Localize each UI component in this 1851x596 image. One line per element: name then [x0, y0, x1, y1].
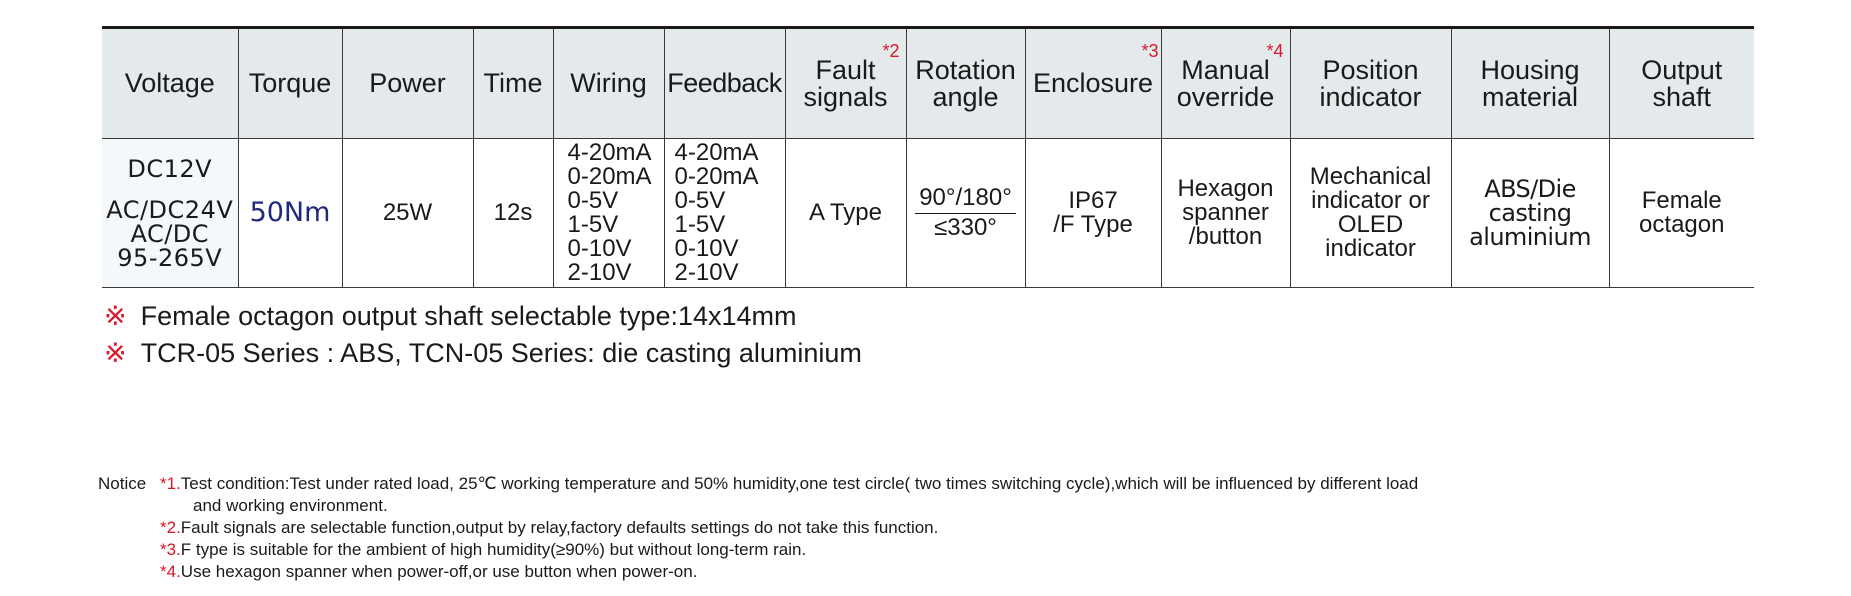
note-output-shaft: ※ Female octagon output shaft selectable type:14x14mm — [104, 301, 797, 332]
cell-voltage: DC12V AC/DC24V AC/DC 95-265V — [102, 139, 238, 288]
reference-mark-icon: ※ — [104, 301, 127, 332]
footnote-2: *2.Fault signals are selectable function,output by relay,factory defaults settings do not take this function. — [160, 518, 939, 537]
cell-fault-signals: A Type — [785, 139, 906, 288]
footnote-1-continuation: and working environment. — [193, 496, 388, 515]
header-power: Power — [342, 28, 473, 139]
header-position-indicator: Position indicator — [1290, 28, 1451, 139]
header-fault-signals: Fault signals *2 — [785, 28, 906, 139]
header-enclosure: Enclosure *3 — [1025, 28, 1161, 139]
cell-enclosure: IP67 /F Type — [1025, 139, 1161, 288]
header-time: Time — [473, 28, 553, 139]
header-rotation-angle: Rotation angle — [906, 28, 1025, 139]
reference-mark-icon: ※ — [104, 338, 127, 369]
footnote-3: *3.F type is suitable for the ambient of high humidity(≥90%) but without long-term rain. — [160, 540, 807, 559]
cell-torque: 50Nm — [238, 139, 342, 288]
header-output-shaft: Output shaft — [1609, 28, 1754, 139]
footnote-marker-2: *2 — [882, 41, 900, 61]
header-wiring: Wiring — [553, 28, 664, 139]
footnote-4: *4.Use hexagon spanner when power-off,or use button when power-on. — [160, 562, 698, 581]
header-housing-material: Housing material — [1451, 28, 1609, 139]
header-manual-override: Manual override *4 — [1161, 28, 1290, 139]
header-torque: Torque — [238, 28, 342, 139]
note-series-material: ※ TCR-05 Series : ABS, TCN-05 Series: die casting aluminium — [104, 338, 862, 369]
footnote-marker-3: *3 — [1141, 41, 1159, 61]
footnote-marker-4: *4 — [1266, 41, 1284, 61]
cell-output-shaft: Female octagon — [1609, 139, 1754, 288]
cell-rotation-angle: 90°/180° ≤330° — [906, 139, 1025, 288]
header-feedback: Feedback — [664, 28, 785, 139]
cell-wiring: 4-20mA 0-20mA 0-5V 1-5V 0-10V 2-10V — [553, 139, 664, 288]
cell-manual-override: Hexagon spanner /button — [1161, 139, 1290, 288]
notice-label: Notice — [98, 474, 147, 493]
header-row — [102, 28, 1754, 139]
spec-table — [102, 26, 1754, 288]
notice-footnotes — [98, 473, 1419, 583]
value-row — [102, 139, 1754, 288]
header-voltage: Voltage — [102, 28, 238, 139]
cell-time: 12s — [473, 139, 553, 288]
footnote-1: Notice *1.Test condition:Test under rated load, 25℃ working temperature and 50% humidity,one test circle( two times switching cycle),which will be influenced by different load — [98, 474, 1419, 493]
cell-housing-material: ABS/Die casting aluminium — [1451, 139, 1609, 288]
cell-position-indicator: Mechanical indicator or OLED indicator — [1290, 139, 1451, 288]
cell-feedback: 4-20mA 0-20mA 0-5V 1-5V 0-10V 2-10V — [664, 139, 785, 288]
cell-power: 25W — [342, 139, 473, 288]
